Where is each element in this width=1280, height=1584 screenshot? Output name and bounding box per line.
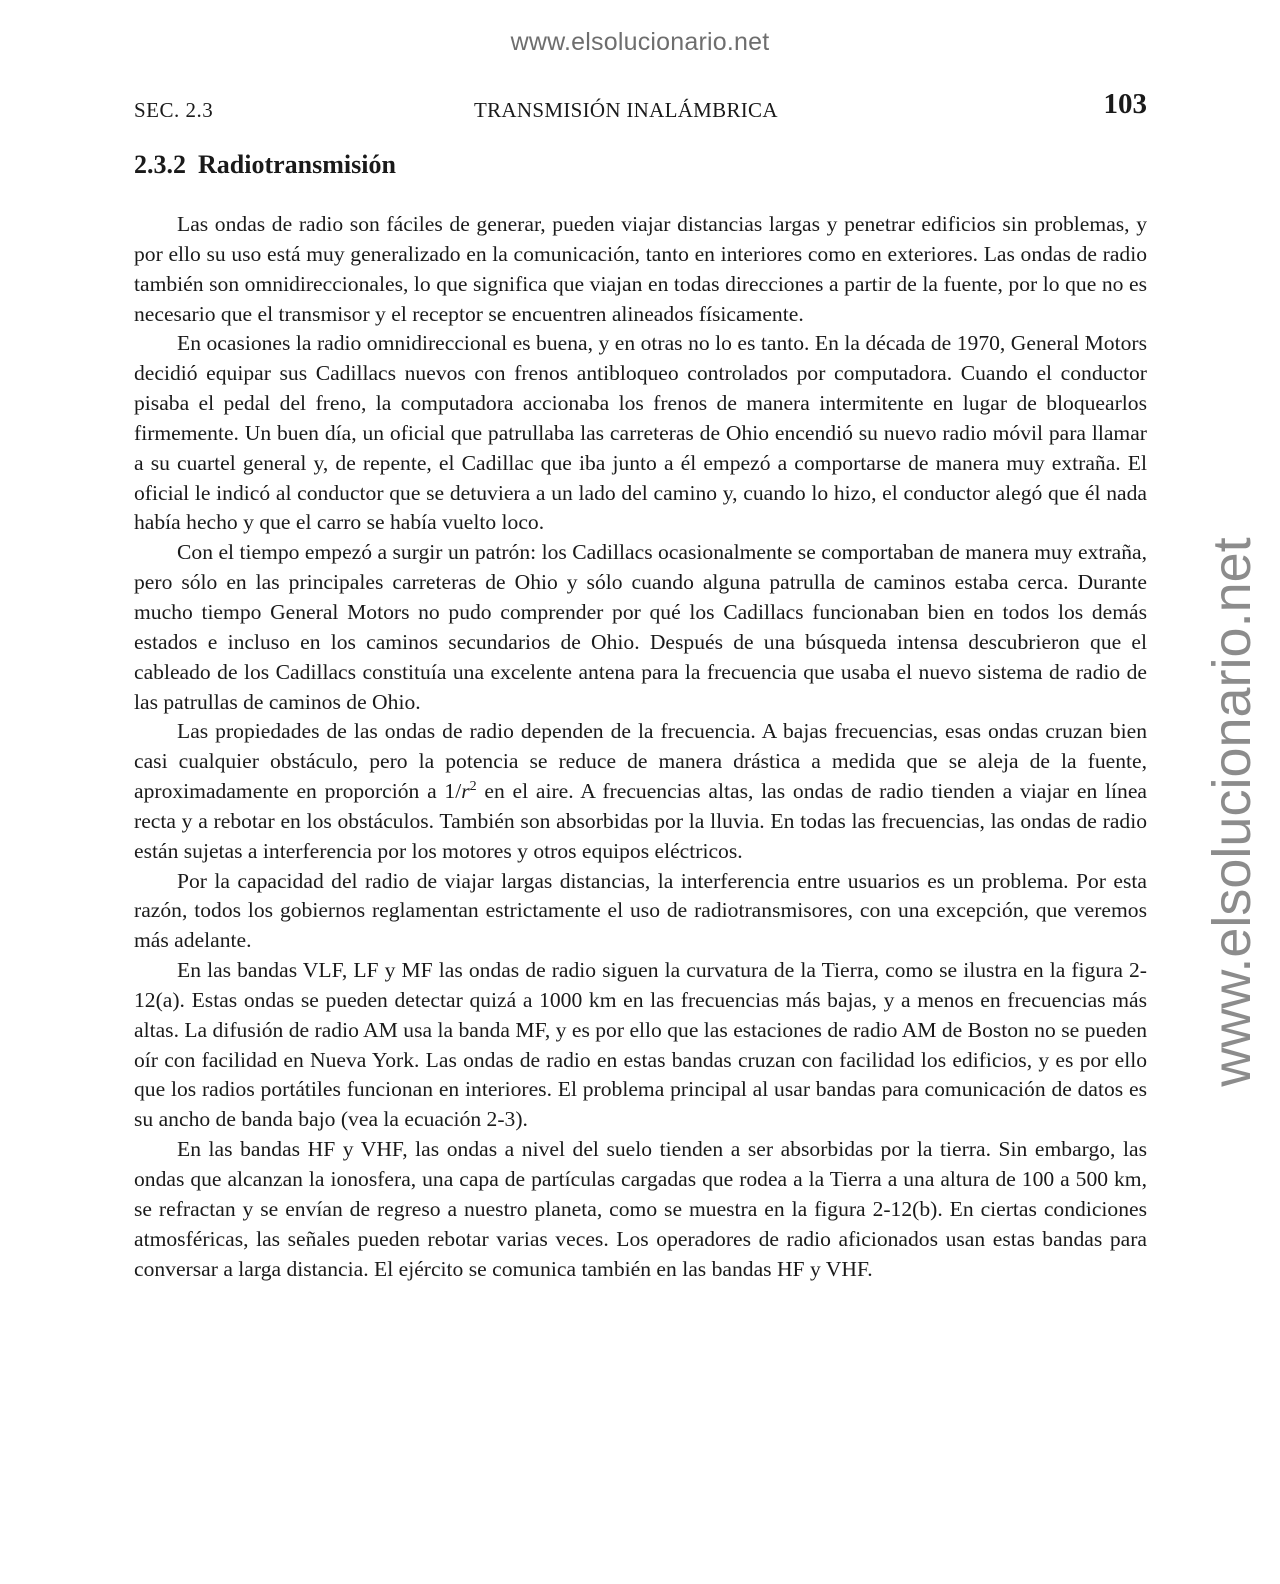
body-text bbox=[134, 210, 1147, 1284]
watermark-top: www.elsolucionario.net bbox=[510, 28, 770, 56]
section-title: Radiotransmisión bbox=[198, 150, 396, 179]
paragraph: En las bandas HF y VHF, las ondas a nivel del suelo tienden a ser absorbidas por la tierra. Sin embargo, las ondas que alcanzan la ionosfera, una capa de partículas cargadas que rodea a la Tierra a una altura de 100 a 500 km, se refractan y se envían de regreso a nuestro planeta, como se muestra en la figura 2-12(b). En ciertas condiciones atmosféricas, las señales pueden rebotar varias veces. Los operadores de radio aficionados usan estas bandas para conversar a larga distancia. El ejército se comunica también en las bandas HF y VHF. bbox=[134, 1137, 1147, 1281]
running-header bbox=[134, 88, 1147, 128]
paragraph bbox=[134, 717, 1147, 866]
chapter-title: TRANSMISIÓN INALÁMBRICA bbox=[474, 98, 778, 122]
page-number: 103 bbox=[1103, 88, 1147, 120]
paragraph: En ocasiones la radio omnidireccional es buena, y en otras no lo es tanto. En la década de 1970, General Motors decidió equipar sus Cadillacs nuevos con frenos antibloqueo controlados por computadora. Cuando el conductor pisaba el pedal del freno, la computadora accionaba los frenos de manera intermitente en lugar de bloquearlos firmemente. Un buen día, un oficial que patrullaba las carreteras de Ohio encendió su nuevo radio móvil para llamar a su cuartel general y, de repente, el Cadillac que iba junto a él empezó a comportarse de manera muy extraña. El oficial le indicó al conductor que se detuviera a un lado del camino y, cuando lo hizo, el conductor alegó que él nada había hecho y que el carro se había vuelto loco. bbox=[134, 331, 1147, 535]
paragraph: En las bandas VLF, LF y MF las ondas de radio siguen la curvatura de la Tierra, como se ilustra en la figura 2-12(a). Estas ondas se pueden detectar quizá a 1000 km en las frecuencias más bajas, y a menos en frecuencias más altas. La difusión de radio AM usa la banda MF, y es por ello que las estaciones de radio AM de Boston no se pueden oír con facilidad en Nueva York. Las ondas de radio en estas bandas cruzan con facilidad los edificios, y es por ello que los radios portátiles funcionan en interiores. El problema principal al usar bandas para comunicación de datos es su ancho de banda bajo (vea la ecuación 2-3). bbox=[134, 958, 1147, 1132]
section-label: SEC. 2.3 bbox=[134, 98, 214, 122]
math-exponent: 2 bbox=[469, 778, 477, 794]
paragraph: Las ondas de radio son fáciles de generar, pueden viajar distancias largas y penetrar edificios sin problemas, y por ello su uso está muy generalizado en la comunicación, tanto en interiores como en exteriores. Las ondas de radio también son omnidireccionales, lo que significa que viajan en todas direcciones a partir de la fuente, por lo que no es necesario que el transmisor y el receptor se encuentren alineados físicamente. bbox=[134, 212, 1147, 326]
math-variable: r bbox=[461, 779, 470, 804]
paragraph: Con el tiempo empezó a surgir un patrón: los Cadillacs ocasionalmente se comportaban de manera muy extraña, pero sólo en las principales carreteras de Ohio y sólo cuando alguna patrulla de caminos estaba cerca. Durante mucho tiempo General Motors no pudo comprender por qué los Cadillacs funcionaban bien en todos los demás estados e incluso en los caminos secundarios de Ohio. Después de una búsqueda intensa descubrieron que el cableado de los Cadillacs constituía una excelente antena para la frecuencia que usaba el nuevo sistema de radio de las patrullas de caminos de Ohio. bbox=[134, 540, 1147, 714]
paragraph-text: Las propiedades de las ondas de radio dependen de la frecuencia. A bajas frecuencias, esas ondas cruzan bien casi cualquier obstáculo, pero la potencia se reduce de manera drástica a medida que se aleja de la fuente, aproximadamente en proporción a 1/ bbox=[134, 719, 1147, 804]
watermark-side: www.elsolucionario.net bbox=[1202, 537, 1262, 1087]
section-heading bbox=[134, 150, 396, 180]
paragraph: Por la capacidad del radio de viajar largas distancias, la interferencia entre usuarios es un problema. Por esta razón, todos los gobiernos reglamentan estrictamente el uso de radiotransmisores, con una excepción, que veremos más adelante. bbox=[134, 868, 1147, 953]
paragraph-text: en el aire. A frecuencias altas, las ondas de radio tienden a viajar en línea recta y a rebotar en los obstáculos. También son absorbidas por la lluvia. En todas las frecuencias, las ondas de radio están sujetas a interferencia por los motores y otros equipos eléctricos. bbox=[134, 779, 1147, 863]
section-number: 2.3.2 bbox=[134, 150, 186, 179]
